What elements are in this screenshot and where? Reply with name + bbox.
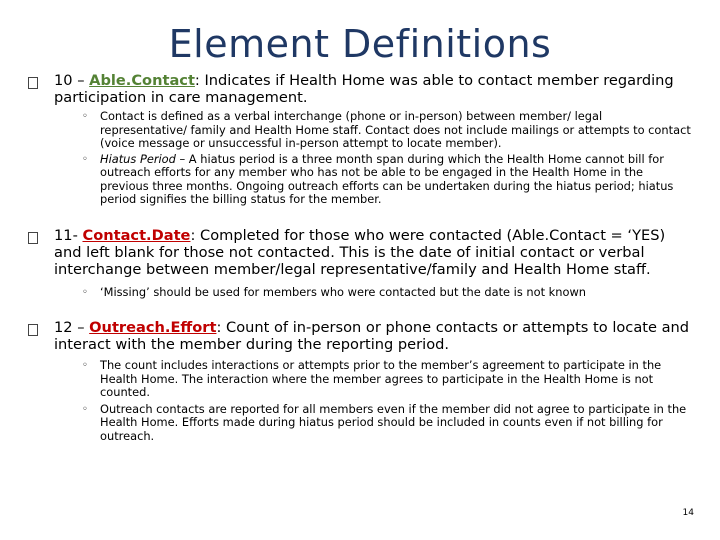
definition-text bbox=[54, 227, 692, 278]
page-number: 14 bbox=[682, 508, 694, 518]
sub-bullet-text: – A hiatus period is a three month span during which the Health Home cannot bill for outreach efforts for any member who has not be able to be engaged in the Health Home in the previous three months. Ongoing outreach efforts can be undertaken during the hiatus period; hiatus period signifies the billing status for the member. bbox=[100, 151, 674, 206]
definition-number: 10 – bbox=[54, 72, 90, 89]
term-able-contact: Able.Contact bbox=[89, 72, 195, 89]
definition-item-outreach-effort bbox=[28, 319, 692, 443]
circle-bullet-icon: ◦ bbox=[82, 111, 88, 122]
term-contact-date: Contact.Date bbox=[82, 226, 191, 244]
definition-body: : Indicates if Health Home was able to contact member regarding participation in care management. bbox=[54, 72, 674, 106]
checkbox-bullet-icon bbox=[28, 232, 38, 244]
sub-bullet-text: The count includes interactions or attempts prior to the member’s agreement to participate in the Health Home. The interaction where the member agrees to participate in the Health Home is not counted. bbox=[100, 358, 662, 399]
definition-text bbox=[54, 319, 692, 353]
sub-bullet bbox=[54, 110, 692, 151]
term-outreach-effort: Outreach.Effort bbox=[89, 319, 217, 336]
circle-bullet-icon: ◦ bbox=[82, 403, 88, 415]
definition-item-contact-date bbox=[28, 227, 692, 300]
definition-body: : Count of in-person or phone contacts or attempts to locate and interact with the member during the reporting period. bbox=[54, 319, 690, 353]
definitions-list bbox=[28, 72, 692, 443]
definition-item-able-contact bbox=[28, 72, 692, 207]
sub-bullet bbox=[54, 286, 692, 300]
definition-text bbox=[54, 72, 692, 106]
definition-number: 12 – bbox=[54, 319, 90, 336]
circle-bullet-icon: ◦ bbox=[82, 153, 88, 165]
sub-bullet bbox=[54, 403, 692, 444]
circle-bullet-icon: ◦ bbox=[82, 360, 88, 371]
sub-bullet bbox=[54, 359, 692, 400]
checkbox-bullet-icon bbox=[28, 77, 38, 89]
page-title: Element Definitions bbox=[168, 22, 552, 66]
sub-bullet-text: Outreach contacts are reported for all members even if the member did not agree to participate in the Health Home. Efforts made during hiatus period should be included in counts even if not billing for outreach. bbox=[100, 401, 687, 443]
hiatus-period-term: Hiatus Period bbox=[100, 151, 176, 166]
definition-number: 11- bbox=[54, 226, 83, 244]
sub-bullet-text: ‘Missing’ should be used for members who were contacted but the date is not known bbox=[100, 284, 586, 299]
definition-body: : Completed for those who were contacted (Able.Contact = ‘YES) and left blank for those not contacted. This is the date of initial contact or verbal interchange between member/legal representative/family and Health Home staff. bbox=[54, 226, 666, 278]
bottom-border bbox=[0, 536, 720, 540]
circle-bullet-icon: ◦ bbox=[82, 286, 88, 298]
checkbox-bullet-icon bbox=[28, 324, 38, 336]
top-border bbox=[0, 0, 720, 6]
sub-bullet bbox=[54, 153, 692, 207]
sub-bullet-text: Contact is defined as a verbal interchange (phone or in-person) between member/ legal representative/ family and Health Home staff. Contact does not include mailings or attempts to contact (voice message or unsuccessful in-person attempt to locate member). bbox=[100, 109, 691, 150]
